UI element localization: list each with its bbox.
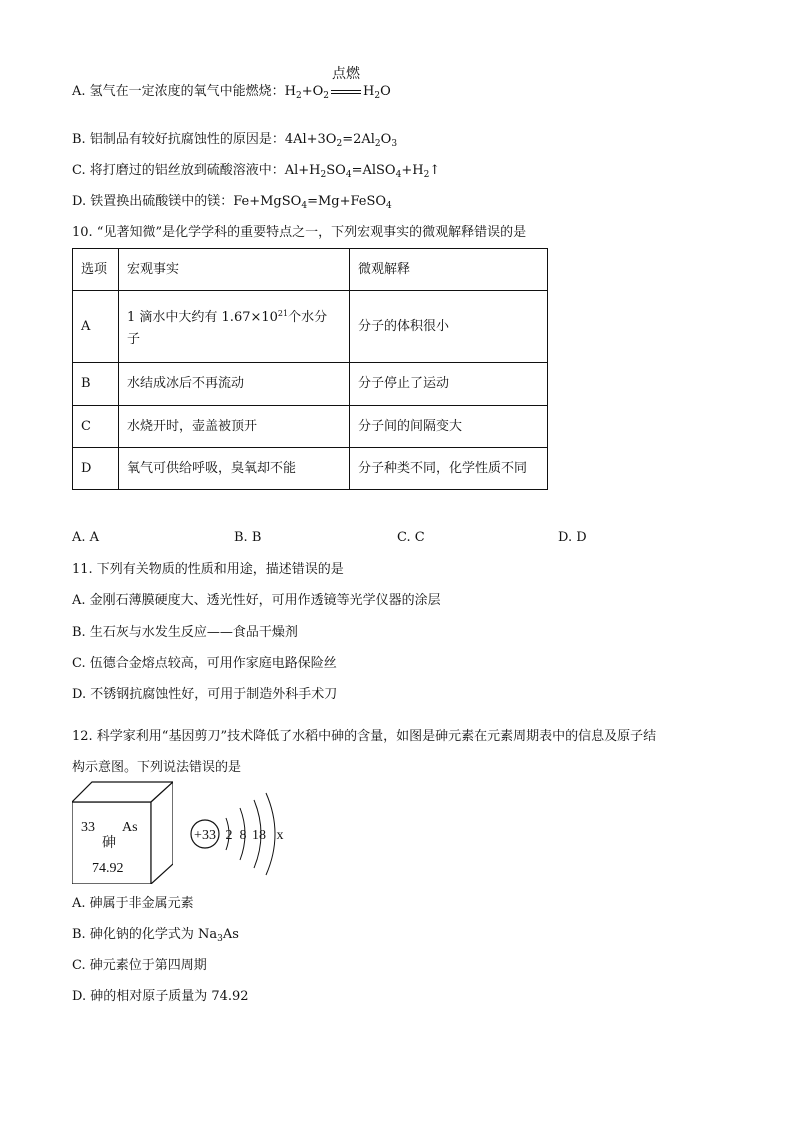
table-header-cell: 选项 (73, 249, 119, 291)
q11-option-c: C. 伍德合金熔点较高，可用作家庭电路保险丝 (72, 656, 337, 671)
periodic-table-cell (72, 780, 173, 884)
q11-option-d: D. 不锈钢抗腐蚀性好，可用于制造外科手术刀 (72, 687, 338, 702)
element-name: 砷 (102, 835, 116, 851)
shell-1-electrons: 2 (225, 828, 233, 843)
atomic-structure-diagram (188, 788, 308, 888)
choice-d: D. D (558, 530, 587, 545)
table-header-row (73, 249, 548, 291)
table-header-cell: 宏观事实 (119, 249, 350, 291)
q12-stem-line2: 构示意图。下列说法错误的是 (72, 760, 242, 775)
shell-2-electrons: 8 (239, 828, 247, 843)
q11-stem: 11. 下列有关物质的性质和用途，描述错误的是 (72, 562, 344, 577)
choice-c: C. C (397, 530, 425, 545)
atomic-number: 33 (81, 820, 95, 835)
atomic-mass: 74.92 (92, 861, 124, 876)
q12-option-c: C. 砷元素位于第四周期 (72, 958, 207, 973)
q12-stem-line1: 12. 科学家利用“基因剪刀”技术降低了水稻中砷的含量，如图是砷元素在元素周期表中的信息及原子结 (72, 729, 657, 744)
table-cell-fact: 水结成冰后不再流动 (119, 363, 350, 406)
table-row (73, 363, 548, 406)
table-cell-explain: 分子的体积很小 (350, 291, 548, 363)
table-header-cell: 微观解释 (350, 249, 548, 291)
table-cell-option: A (73, 291, 119, 363)
element-symbol: As (122, 820, 138, 835)
reaction-condition-arrow (329, 66, 363, 101)
table-cell-option: C (73, 406, 119, 448)
q11-option-a: A. 金刚石薄膜硬度大、透光性好，可用作透镜等光学仪器的涂层 (72, 593, 441, 608)
q9-option-b: B. 铝制品有较好抗腐蚀性的原因是：$4Al+3O_2=2Al_2O_3$ (72, 132, 398, 149)
q10-choices (72, 530, 722, 548)
reaction-condition: 点燃 (332, 66, 361, 82)
table-row (73, 406, 548, 448)
q9-option-d: D. 铁置换出硫酸镁中的镁：Fe+MgSO$_4$=Mg+FeSO$_4$ (72, 194, 392, 211)
table-row (73, 291, 548, 363)
table-row (73, 448, 548, 490)
table-cell-option: D (73, 448, 119, 490)
choice-a: A. A (72, 530, 100, 545)
q10-table (72, 248, 548, 490)
q9-option-c: C. 将打磨过的铝丝放到硫酸溶液中：$Al+H_2SO_4=AlSO_4+H_2↑$ (72, 163, 441, 180)
table-cell-option: B (73, 363, 119, 406)
table-cell-explain: 分子种类不同，化学性质不同 (350, 448, 548, 490)
q12-option-b: B. 砷化钠的化学式为 $Na_3As$ (72, 927, 239, 944)
q11-option-b: B. 生石灰与水发生反应——食品干燥剂 (72, 625, 298, 640)
table-cell-fact: 氧气可供给呼吸，臭氧却不能 (119, 448, 350, 490)
q10-stem: 10. “见著知微”是化学学科的重要特点之一，下列宏观事实的微观解释错误的是 (72, 225, 527, 240)
choice-b: B. B (234, 530, 262, 545)
q12-option-d: D. 砷的相对原子质量为 74.92 (72, 989, 249, 1004)
table-cell-explain: 分子停止了运动 (350, 363, 548, 406)
q9-option-a: A. 氢气在一定浓度的氧气中能燃烧：$H_2+O_2$ 点燃 $H_2O$ (72, 66, 391, 101)
table-cell-fact: 1 滴水中大约有 $1.67\times 10^{21}$个水分 子 (119, 291, 350, 363)
table-cell-explain: 分子间的间隔变大 (350, 406, 548, 448)
table-cell-fact: 水烧开时，壶盖被顶开 (119, 406, 350, 448)
nucleus-charge: +33 (194, 828, 216, 843)
shell-3-electrons: 18 (252, 828, 266, 843)
q12-option-a: A. 砷属于非金属元素 (72, 896, 194, 911)
shell-4-electrons: x (276, 828, 284, 843)
